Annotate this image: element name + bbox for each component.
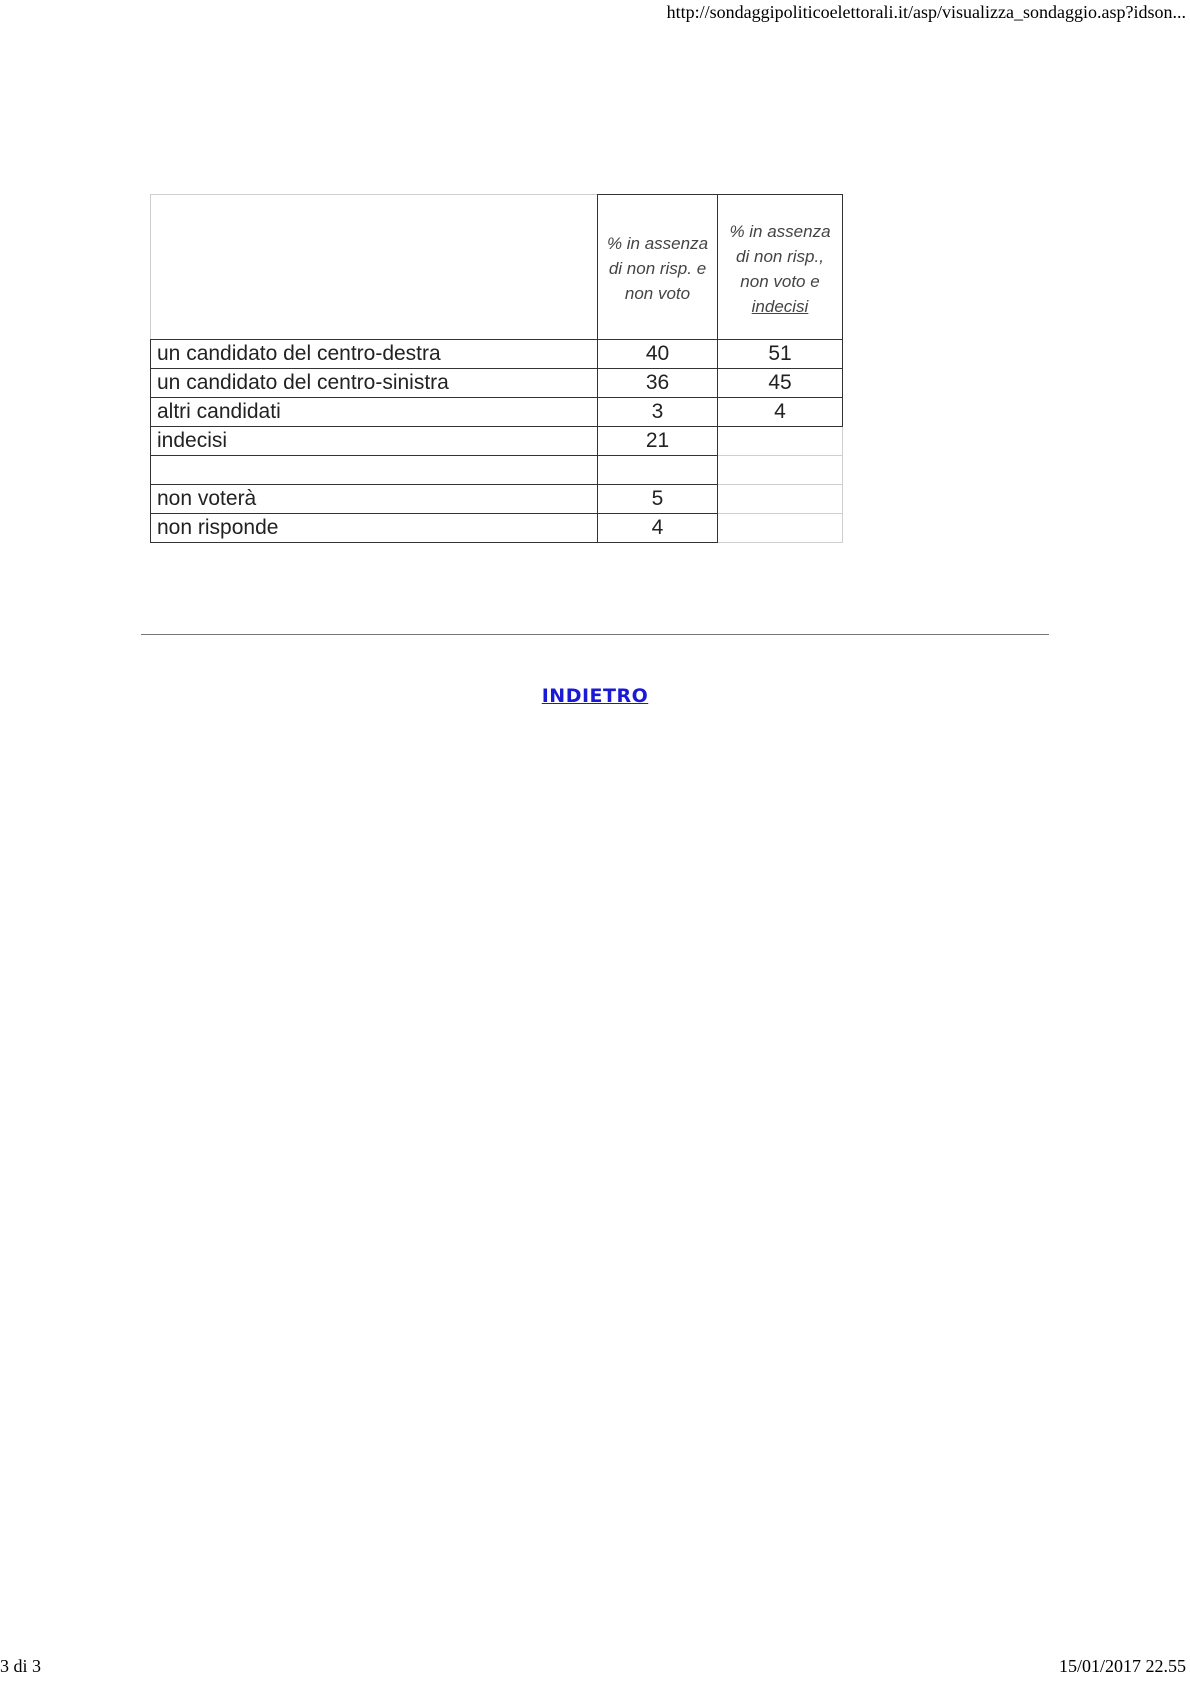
table-row xyxy=(151,340,843,369)
header-col-a xyxy=(598,195,718,340)
row-value-b xyxy=(718,514,843,543)
row-value-a: 21 xyxy=(598,427,718,456)
row-label: un candidato del centro-destra xyxy=(151,340,598,369)
back-link-container xyxy=(0,685,1190,707)
row-value-a: 5 xyxy=(598,485,718,514)
table-header-row xyxy=(151,195,843,340)
poll-results-table xyxy=(150,194,843,543)
row-value-a: 40 xyxy=(598,340,718,369)
table-row xyxy=(151,398,843,427)
header-col-b-line: indecisi xyxy=(751,297,809,316)
header-col-a-line: non voto xyxy=(624,284,691,303)
back-link[interactable]: INDIETRO xyxy=(541,685,649,707)
table-row xyxy=(151,369,843,398)
row-value-a xyxy=(598,456,718,485)
row-value-b: 45 xyxy=(718,369,843,398)
row-value-b xyxy=(718,485,843,514)
header-empty-cell xyxy=(151,195,598,340)
header-col-b-line: non voto e xyxy=(740,272,820,291)
print-datetime: 15/01/2017 22.55 xyxy=(1058,1656,1186,1676)
row-value-b: 51 xyxy=(718,340,843,369)
table-row xyxy=(151,456,843,485)
row-value-a: 4 xyxy=(598,514,718,543)
row-value-b xyxy=(718,427,843,456)
row-label: un candidato del centro-sinistra xyxy=(151,369,598,398)
table-row xyxy=(151,514,843,543)
row-label: indecisi xyxy=(151,427,598,456)
row-value-b: 4 xyxy=(718,398,843,427)
row-label: non voterà xyxy=(151,485,598,514)
row-label: altri candidati xyxy=(151,398,598,427)
row-label: non risponde xyxy=(151,514,598,543)
row-value-a: 3 xyxy=(598,398,718,427)
header-col-a-line: % in assenza xyxy=(606,234,709,253)
table-row xyxy=(151,485,843,514)
row-value-b xyxy=(718,456,843,485)
header-col-b xyxy=(718,195,843,340)
header-col-b-line: % in assenza xyxy=(729,222,831,241)
header-col-b-line: di non risp., xyxy=(736,247,824,266)
table-row xyxy=(151,427,843,456)
page-number: 3 di 3 xyxy=(0,1656,42,1676)
horizontal-divider xyxy=(141,634,1049,635)
header-col-a-line: di non risp. e xyxy=(608,259,707,278)
row-value-a: 36 xyxy=(598,369,718,398)
page-url-header: http://sondaggipoliticoelettorali.it/asp/visualizza_sondaggio.asp?idson... xyxy=(666,2,1186,22)
row-label xyxy=(151,456,598,485)
